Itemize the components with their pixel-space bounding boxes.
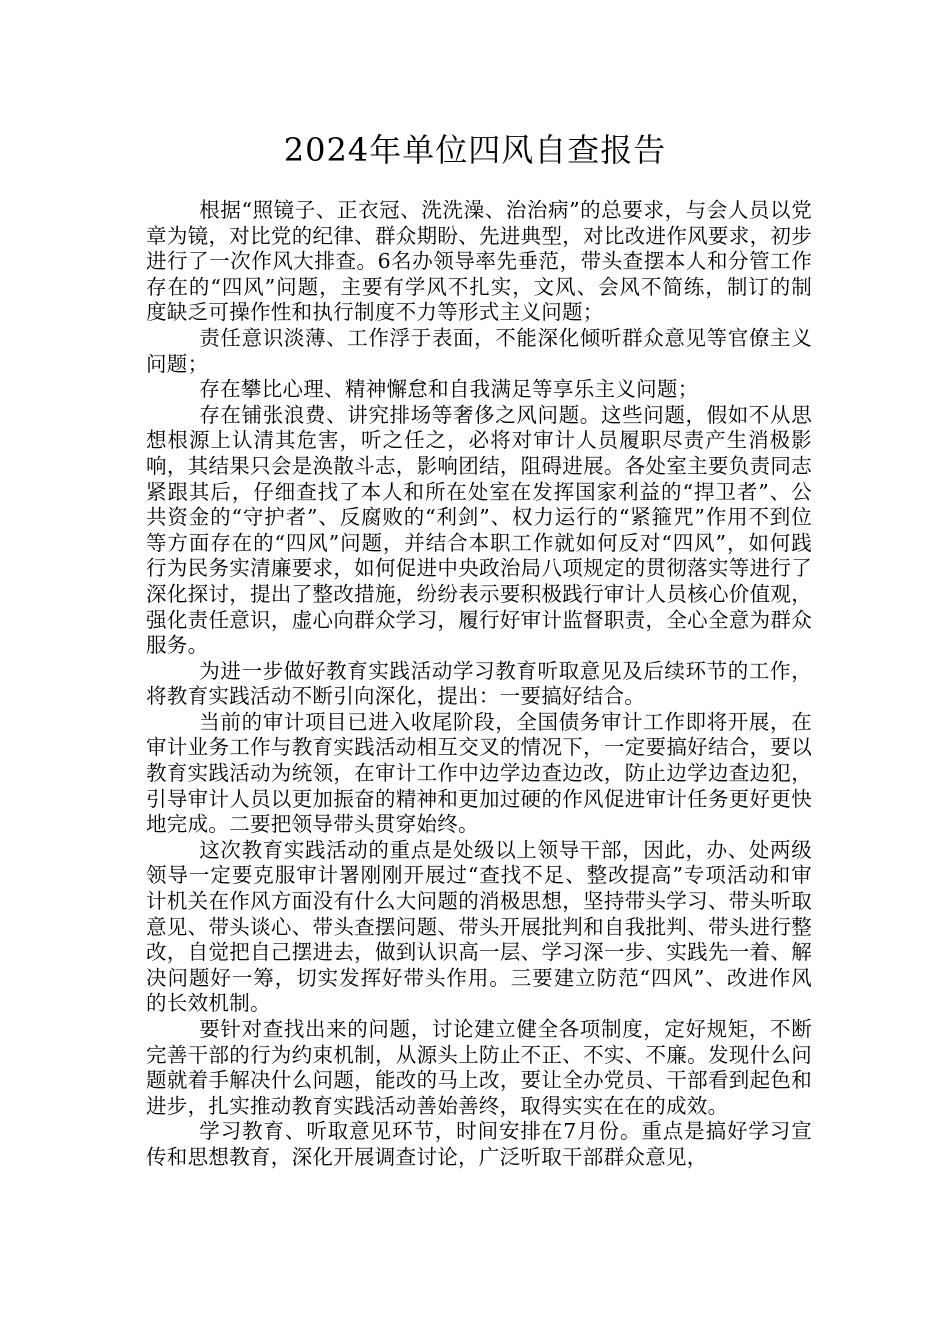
body-paragraph-1: 根据“照镜子、正衣冠、洗洗澡、治治病”的总要求，与会人员以党章为镜，对比党的纪律、群众期盼、先进典型，对比改进作风要求，初步进行了一次作风大排查。6名办领导率先垂范，带头查摆本人和分管工作存在的“四风”问题，主要有学风不扎实，文风、会风不简练，制订的制度缺乏可操作性和执行制度不力等形式主义问题；: [146, 198, 812, 325]
body-paragraph-4: 存在铺张浪费、讲究排场等奢侈之风问题。这些问题，假如不从思想根源上认清其危害，听之任之，必将对审计人员履职尽责产生消极影响，其结果只会是涣散斗志，影响团结，阻碍进展。各处室主要负责同志紧跟其后，仔细查找了本人和所在处室在发挥国家利益的“捍卫者”、公共资金的“守护者”、反腐败的“利剑”、权力运行的“紧箍咒”作用不到位等方面存在的“四风”问题，并结合本职工作就如何反对“四风”，如何践行为民务实清廉要求，如何促进中央政治局八项规定的贯彻落实等进行了深化探讨，提出了整改措施，纷纷表示要积极践行审计人员核心价值观，强化责任意识，虚心向群众学习，履行好审计监督职责，全心全意为群众服务。: [146, 402, 812, 658]
body-paragraph-8: 要针对查找出来的问题，讨论建立健全各项制度，定好规矩，不断完善干部的行为约束机制，从源头上防止不正、不实、不廉。发现什么问题就着手解决什么问题，能改的马上改，要让全办党员、干部看到起色和进步，扎实推动教育实践活动善始善终，取得实实在在的成效。: [146, 1017, 812, 1118]
body-paragraph-5: 为进一步做好教育实践活动学习教育听取意见及后续环节的工作，将教育实践活动不断引向深化，提出：一要搞好结合。: [146, 658, 812, 709]
body-paragraph-7: 这次教育实践活动的重点是处级以上领导干部，因此，办、处两级领导一定要克服审计署刚刚开展过“查找不足、整改提高”专项活动和审计机关在作风方面没有什么大问题的消极思想，坚持带头学习、带头听取意见、带头谈心、带头查摆问题、带头开展批判和自我批判、带头进行整改，自觉把自己摆进去，做到认识高一层、学习深一步、实践先一着、解决问题好一筹，切实发挥好带头作用。三要建立防范“四风”、改进作风的长效机制。: [146, 837, 812, 1016]
body-paragraph-6: 当前的审计项目已进入收尾阶段，全国债务审计工作即将开展，在审计业务工作与教育实践活动相互交叉的情况下，一定要搞好结合，要以教育实践活动为统领，在审计工作中边学边查边改，防止边学边查边犯，引导审计人员以更加振奋的精神和更加过硬的作风促进审计任务更好更快地完成。二要把领导带头贯穿始终。: [146, 709, 812, 837]
document-body: [146, 198, 812, 1171]
body-paragraph-3: 存在攀比心理、精神懈怠和自我满足等享乐主义问题；: [199, 377, 699, 402]
body-paragraph-2: 责任意识淡薄、工作浮于表面，不能深化倾听群众意见等官僚主义问题；: [146, 325, 812, 376]
body-paragraph-9: 学习教育、听取意见环节，时间安排在7月份。重点是搞好学习宣传和思想教育，深化开展调查讨论，广泛听取干部群众意见，: [146, 1119, 812, 1169]
document-title: 2024年单位四风自查报告: [283, 131, 667, 169]
